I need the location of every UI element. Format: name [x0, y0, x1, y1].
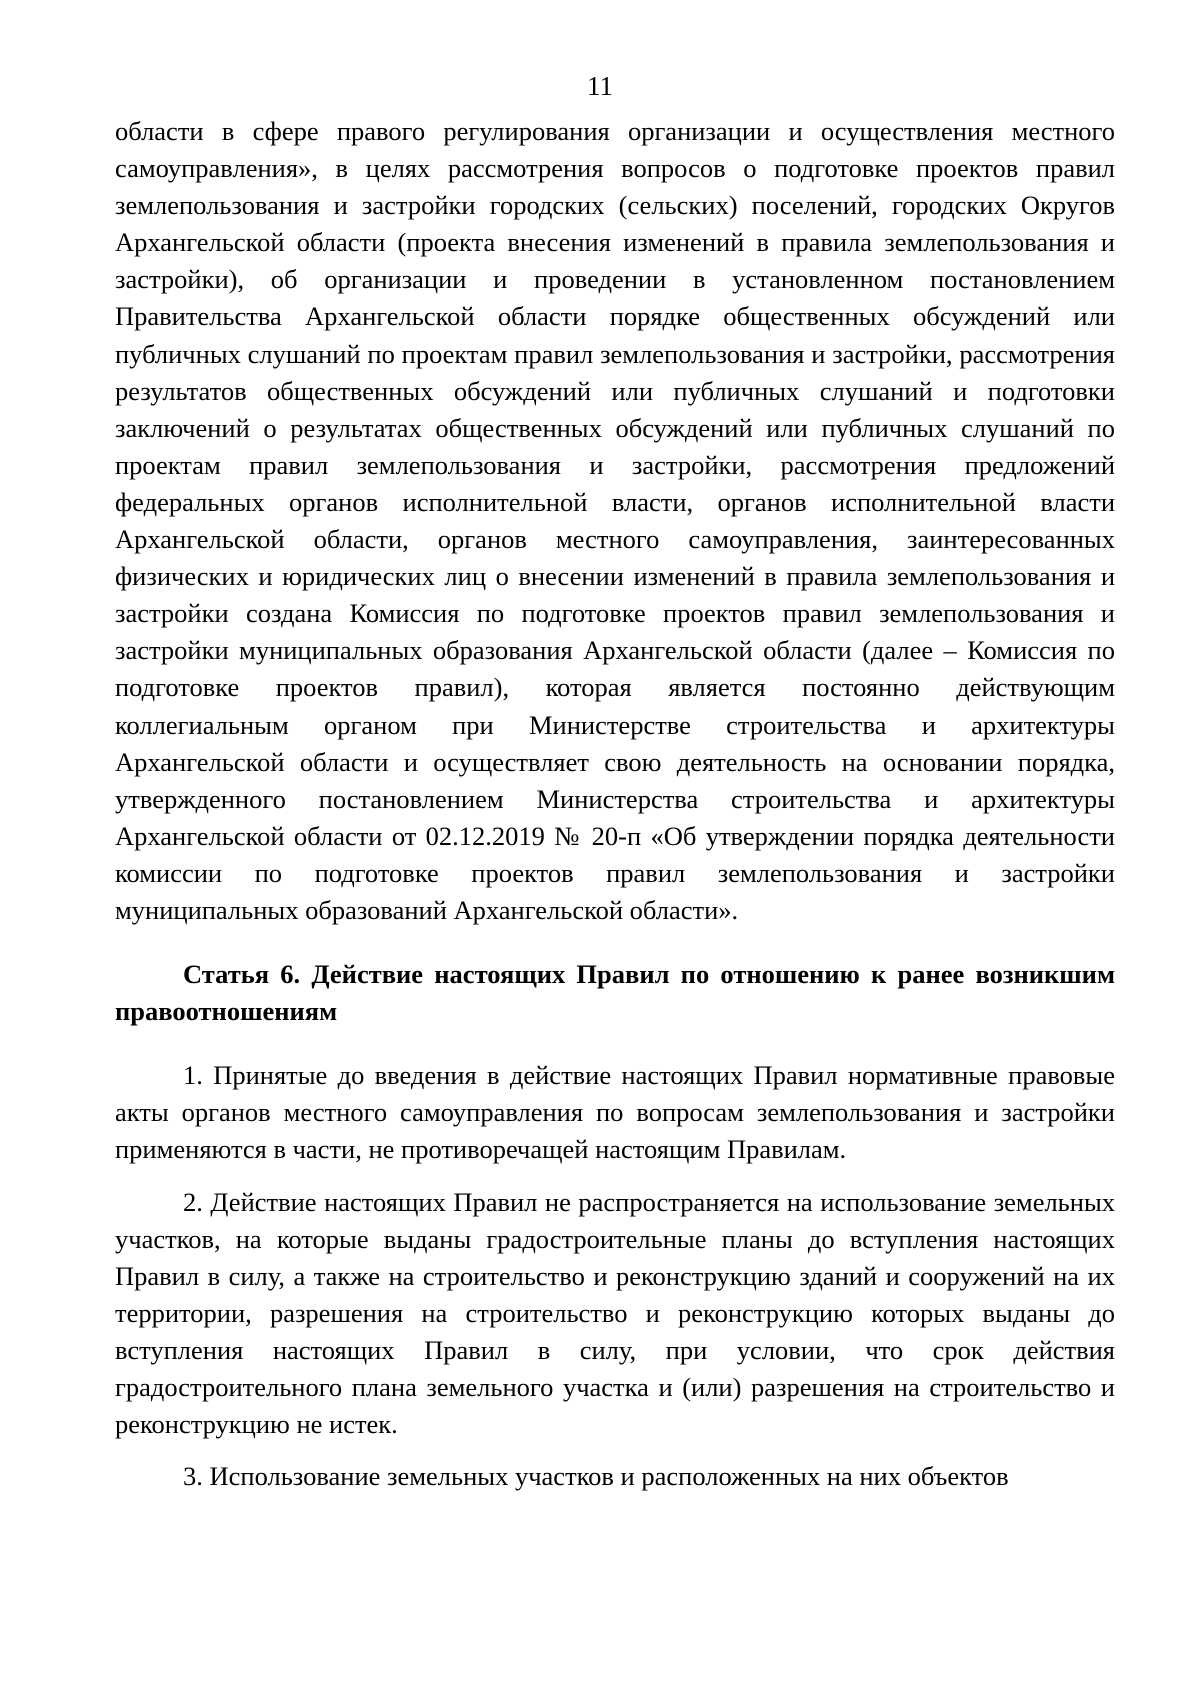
item-paragraph-3: 3. Использование земельных участков и расположенных на них объектов [183, 1461, 1009, 1492]
page-number: 11 [587, 71, 613, 101]
document-body [115, 113, 1115, 1495]
article-heading: Статья 6. Действие настоящих Правил по отношению к ранее возникшим правоотношениям [115, 959, 1115, 1027]
intro-paragraph: области в сфере правого регулирования организации и осуществления местного самоуправления», в целях рассмотрения вопросов о подготовке проектов правил землепользования и застройки городских (сельских) поселений, городских Округов Архангельской области (проекта внесения изменений в правила землепользования и застройки), об организации и проведении в установленном постановлением Правительства Архангельской области порядке общественных обсуждений или публичных слушаний по проектам правил землепользования и застройки, рассмотрения результатов общественных обсуждений или публичных слушаний и подготовки заключений о результатах общественных обсуждений или публичных слушаний по проектам правил землепользования и застройки, рассмотрения предложений федеральных органов исполнительной власти, органов исполнительной власти Архангельской области, органов местного самоуправления, заинтересованных физических и юридических лиц о внесении изменений в правила землепользования и застройки создана Комиссия по подготовке проектов правил землепользования и застройки муниципальных образования Архангельской области (далее – Комиссия по подготовке проектов правил), которая является постоянно действующим коллегиальным органом при Министерстве строительства и архитектуры Архангельской области и осуществляет свою деятельность на основании порядка, утвержденного постановлением Министерства строительства и архитектуры Архангельской области от 02.12.2019 № 20-п «Об утверждении порядка деятельности комиссии по подготовке проектов правил землепользования и застройки муниципальных образований Архангельской области». [115, 116, 1115, 925]
item-paragraph-2: 2. Действие настоящих Правил не распространяется на использование земельных участков, на которые выданы градостроительные планы до вступления настоящих Правил в силу, а также на строительство и реконструкцию зданий и сооружений на их территории, разрешения на строительство и реконструкцию которых выданы до вступления настоящих Правил в силу, при условии, что срок действия градостроительного плана земельного участка и (или) разрешения на строительство и реконструкцию не истек. [115, 1186, 1115, 1440]
item-paragraph-1: 1. Принятые до введения в действие настоящих Правил нормативные правовые акты органов местного самоуправления по вопросам землепользования и застройки применяются в части, не противоречащей настоящим Правилам. [115, 1060, 1115, 1165]
